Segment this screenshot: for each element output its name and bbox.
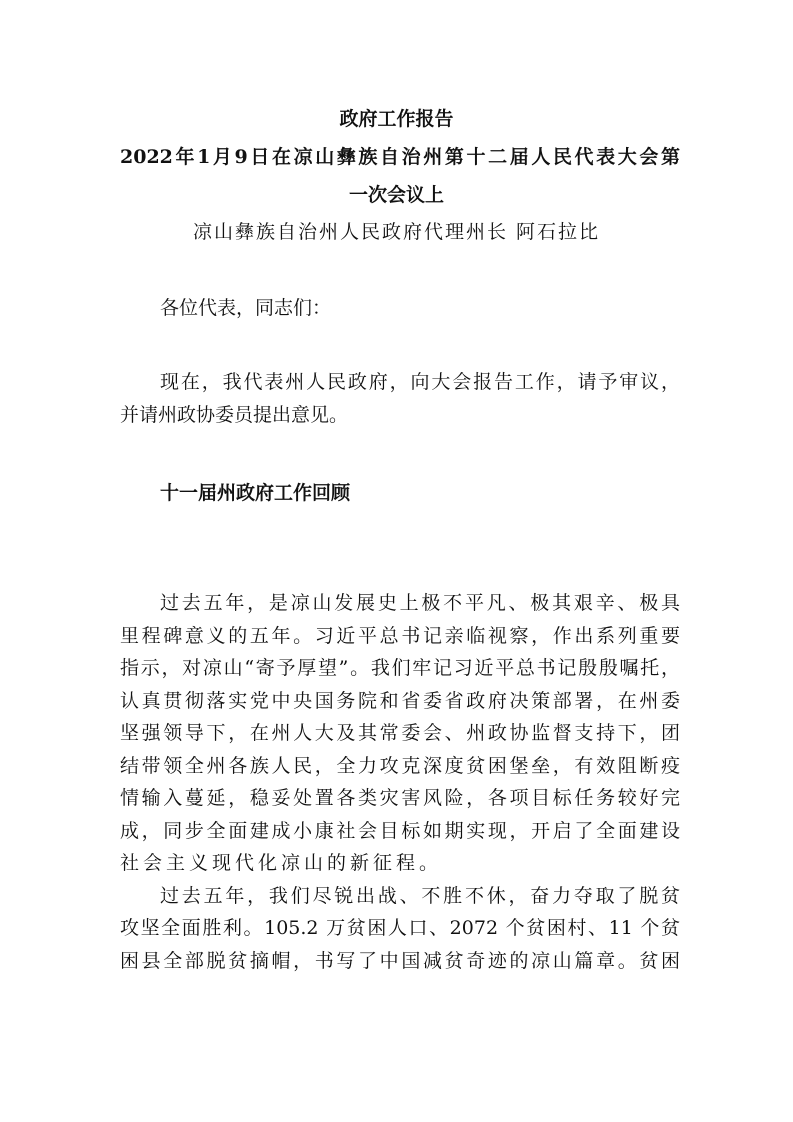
intro-line: 并请州政协委员提出意见。 — [120, 404, 349, 426]
greeting: 各位代表，同志们： — [160, 297, 332, 319]
author-line: 凉山彝族自治州人民政府代理州长 阿石拉比 — [192, 221, 601, 243]
text-line: 坚强领导下，在州人大及其常委会、州政协监督支持下，团 — [120, 722, 680, 744]
text-line: 社会主义现代化凉山的新征程。 — [120, 852, 443, 874]
intro-line: 现在，我代表州人民政府，向大会报告工作，请予审议， — [160, 371, 680, 393]
text-line: 攻坚全面胜利。105.2 万贫困人口、2072 个贫困村、11 个贫 — [120, 917, 680, 939]
document-title: 政府工作报告 — [339, 108, 454, 130]
subtitle-line-2: 一次会议上 — [348, 184, 444, 206]
text-line: 困县全部脱贫摘帽，书写了中国减贫奇迹的凉山篇章。贫困 — [120, 950, 680, 972]
subtitle-line-1: 2022年1月9日在凉山彝族自治州第十二届人民代表大会第 — [120, 146, 680, 168]
text-line: 里程碑意义的五年。习近平总书记亲临视察，作出系列重要 — [120, 625, 680, 647]
text-line: 成，同步全面建成小康社会目标如期实现，开启了全面建设 — [120, 820, 680, 842]
text-line: 过去五年，我们尽锐出战、不胜不休，奋力夺取了脱贫 — [160, 885, 680, 907]
section-heading: 十一届州政府工作回顾 — [160, 482, 351, 504]
text-line: 结带领全州各族人民，全力攻克深度贫困堡垒，有效阻断疫 — [120, 755, 680, 777]
text-line: 过去五年，是凉山发展史上极不平凡、极其艰辛、极具 — [160, 592, 680, 614]
text-line: 认真贯彻落实党中央国务院和省委省政府决策部署，在州委 — [120, 690, 680, 712]
text-line: 情输入蔓延，稳妥处置各类灾害风险，各项目标任务较好完 — [120, 787, 680, 809]
text-line: 指示，对凉山“寄予厚望”。我们牢记习近平总书记殷殷嘱托， — [120, 657, 680, 679]
